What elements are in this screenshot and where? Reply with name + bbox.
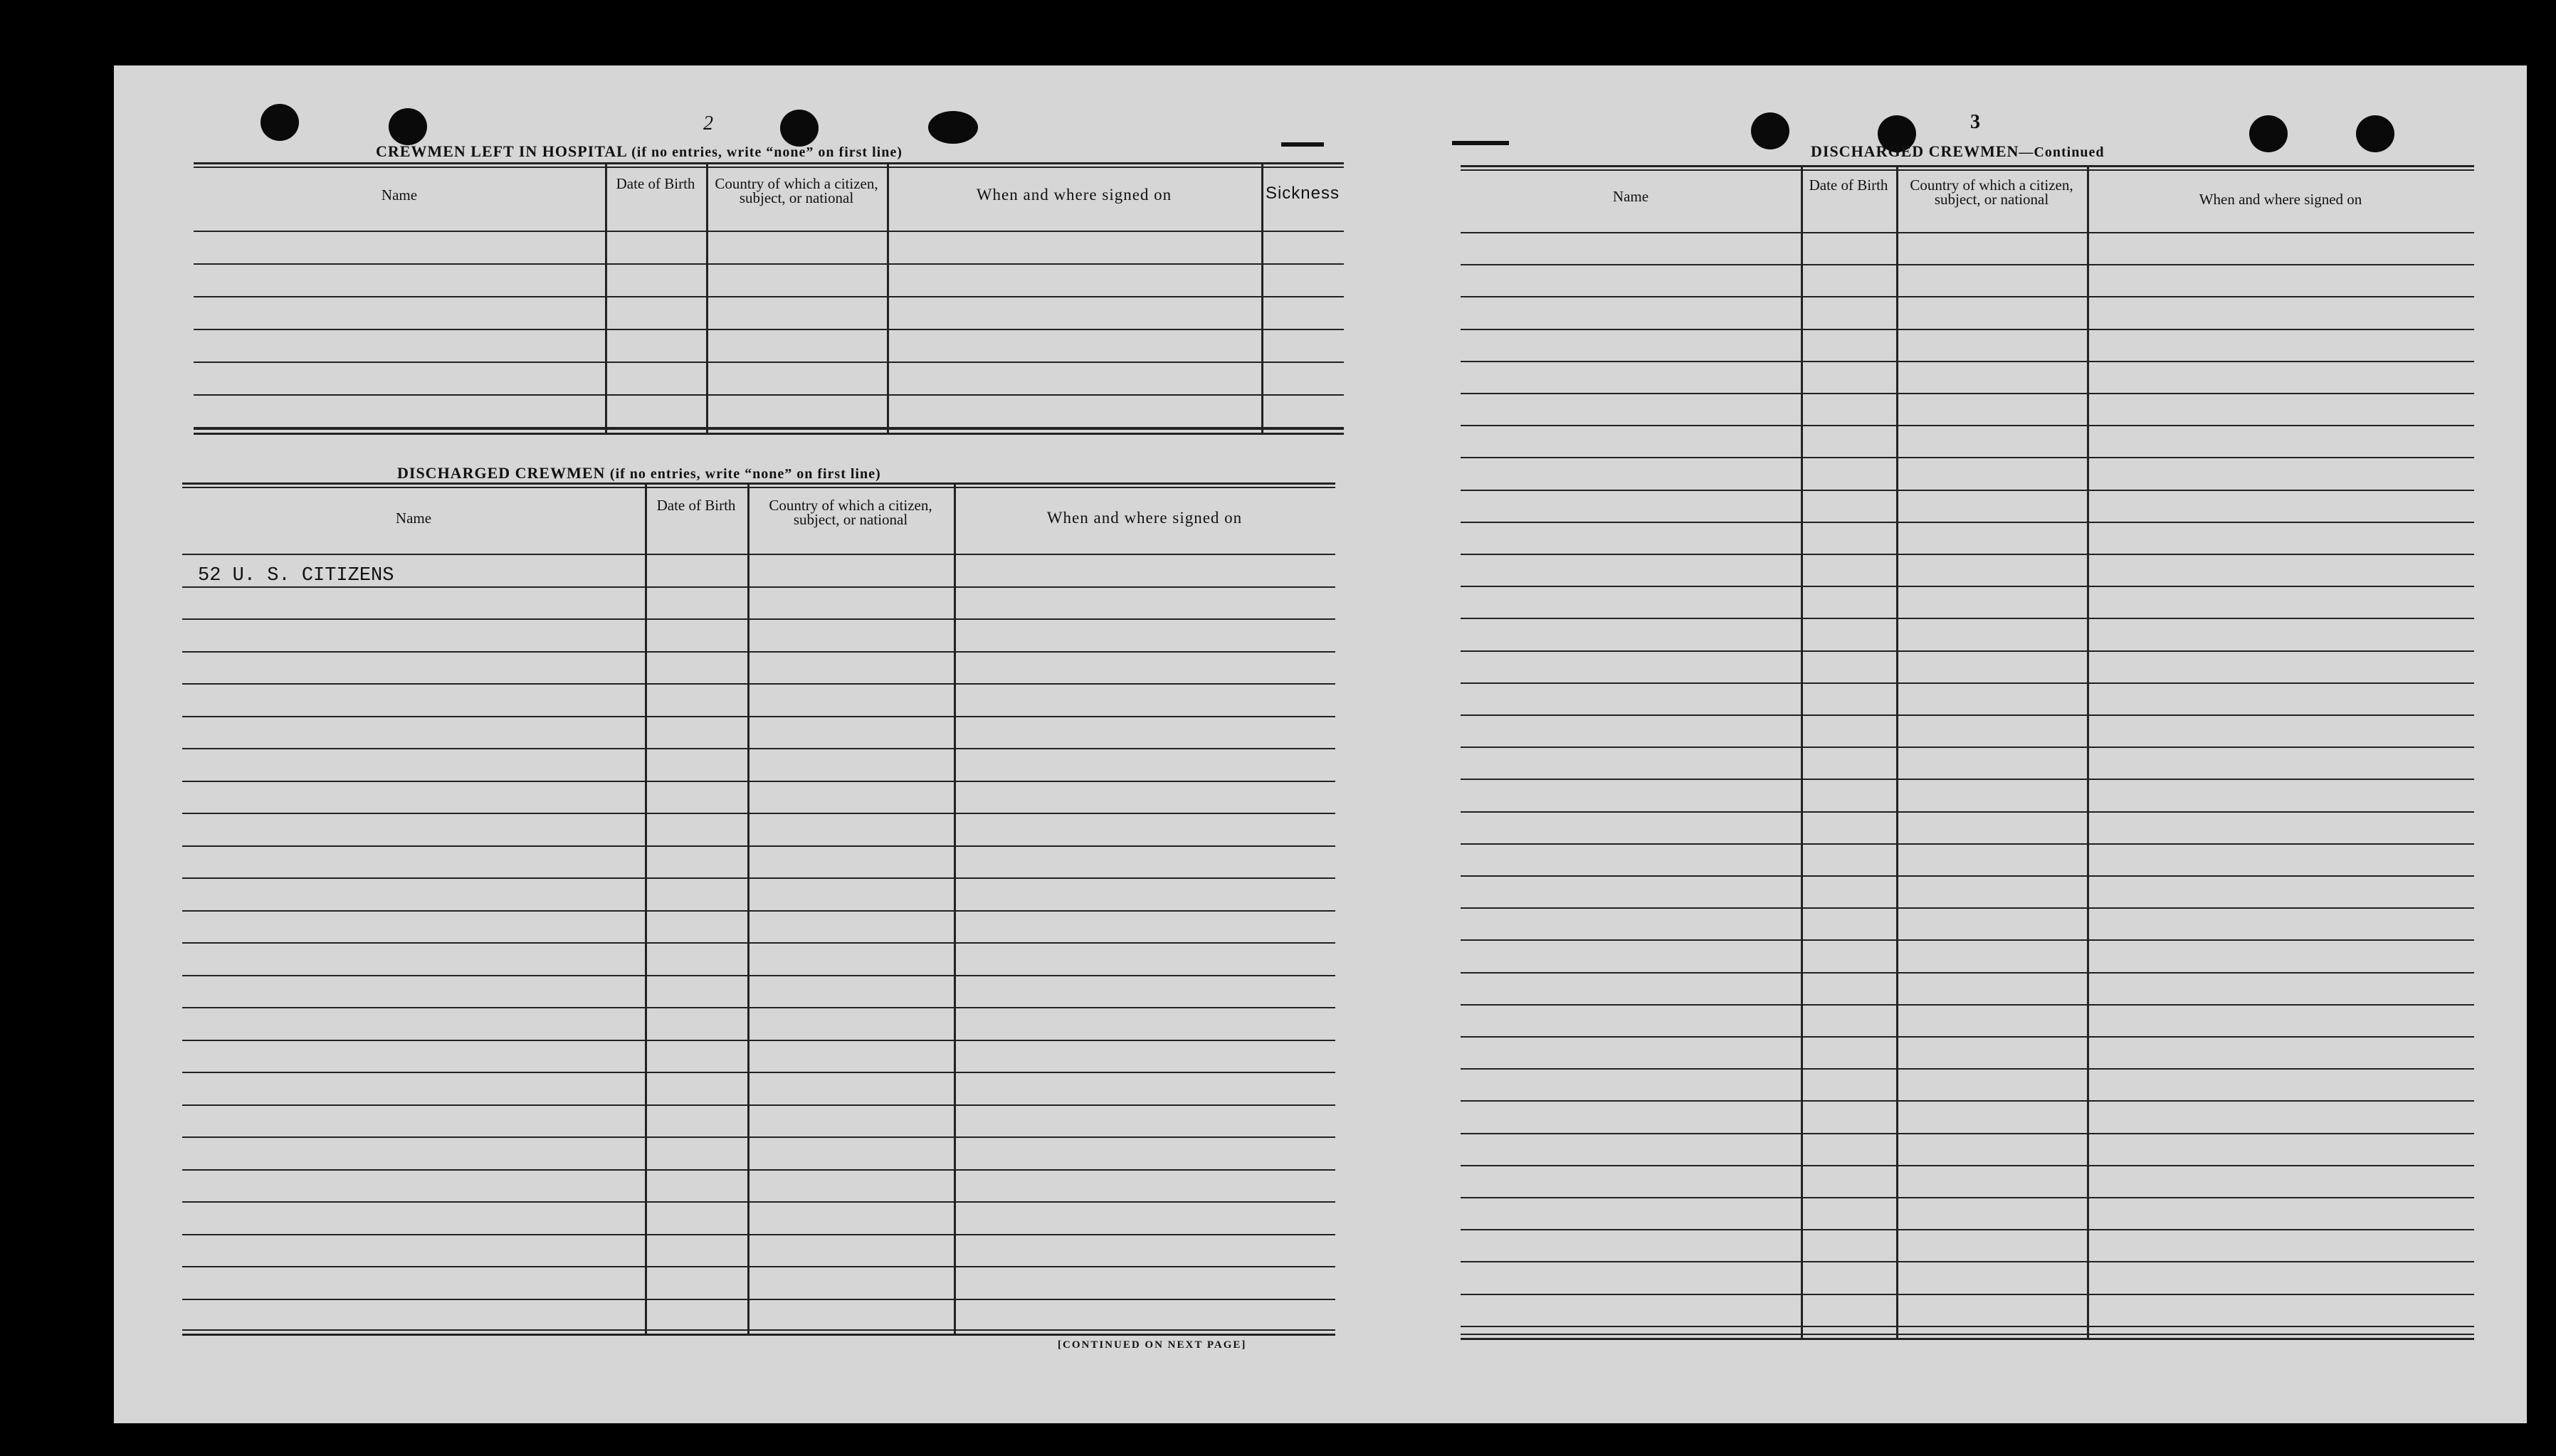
ruled-line [1461, 1036, 2474, 1038]
column-header: Name [395, 510, 432, 527]
ruled-line [1461, 1261, 2474, 1262]
ruled-line [182, 877, 1335, 879]
ruled-line [194, 362, 1344, 363]
ruled-line [182, 910, 1335, 912]
ruled-line [182, 1201, 1335, 1203]
column-header: Country of which a citizen, subject, or national [769, 497, 932, 528]
ruled-line [1461, 393, 2474, 394]
ruled-line [1461, 329, 2474, 330]
ruled-line [1461, 907, 2474, 909]
ruled-line [182, 651, 1335, 653]
column-header: Country of which a citizen, subject, or national [1910, 176, 2073, 208]
ruled-line [194, 263, 1344, 265]
hospital-table [194, 162, 1344, 433]
column-divider [2087, 165, 2089, 1338]
column-header: Name [381, 186, 418, 204]
continued-title-text: DISCHARGED CREWMEN [1811, 142, 2019, 160]
ruled-line [182, 748, 1335, 749]
ruled-line [1461, 939, 2474, 941]
discharged-table [182, 482, 1335, 1334]
ruled-line [182, 716, 1335, 717]
speck [1281, 142, 1324, 147]
discharged-continued-table [1461, 165, 2474, 1338]
ruled-line [182, 781, 1335, 782]
column-header: Name [1612, 188, 1649, 205]
column-divider [1896, 165, 1898, 1338]
ruled-line [1461, 264, 2474, 265]
table-bottom-rule [1461, 1334, 2474, 1335]
column-header: Country of which a citizen, subject, or national [715, 175, 878, 206]
ruled-line [1461, 1326, 2474, 1327]
column-divider [706, 162, 708, 433]
ruled-line [182, 1040, 1335, 1041]
speck [1452, 141, 1509, 145]
ruled-line [182, 1136, 1335, 1138]
punch-hole [261, 104, 299, 141]
ruled-line [1461, 779, 2474, 780]
document-sheet [114, 65, 2527, 1423]
ruled-line [182, 1169, 1335, 1171]
ruled-line [1461, 1133, 2474, 1134]
column-header: When and where signed on [976, 186, 1172, 204]
ruled-line [1461, 972, 2474, 974]
continued-title [1811, 142, 2104, 161]
ruled-line [1461, 1294, 2474, 1295]
ruled-line [1461, 811, 2474, 813]
ruled-line [1461, 522, 2474, 523]
table-bottom-rule [194, 433, 1344, 435]
table-bottom-rule [194, 428, 1344, 430]
table-top-rule [194, 167, 1344, 168]
continued-note: [CONTINUED ON NEXT PAGE] [1058, 1339, 1247, 1351]
ruled-line [1461, 1197, 2474, 1198]
ruled-line [1461, 296, 2474, 297]
ruled-line [194, 231, 1344, 232]
column-header: Date of Birth [616, 175, 695, 192]
ruled-line [182, 1104, 1335, 1106]
ruled-line [182, 813, 1335, 814]
column-header: Date of Birth [656, 497, 736, 514]
column-divider [1261, 162, 1263, 433]
ruled-line [182, 618, 1335, 620]
column-divider [605, 162, 607, 433]
page-number-left: 2 [703, 112, 713, 134]
punch-hole [2249, 115, 2288, 152]
column-divider [887, 162, 889, 433]
punch-hole [389, 108, 427, 145]
ruled-line [182, 942, 1335, 944]
typed-entry: 52 U. S. CITIZENS [198, 565, 394, 586]
continued-title-suffix: —Continued [2019, 144, 2105, 160]
ruled-line [1461, 457, 2474, 458]
table-top-rule [1461, 169, 2474, 171]
ruled-line [1461, 1068, 2474, 1070]
ruled-line [1461, 650, 2474, 652]
ruled-line [1461, 554, 2474, 555]
ruled-line [182, 845, 1335, 847]
column-header: Date of Birth [1809, 176, 1888, 194]
discharged-title-text: DISCHARGED CREWMEN [397, 464, 606, 482]
table-bottom-rule [1461, 1338, 2474, 1340]
column-divider [645, 482, 647, 1334]
ruled-line [182, 1234, 1335, 1235]
punch-hole [1751, 112, 1789, 149]
punch-hole [2356, 115, 2394, 152]
hospital-instruction: (if no entries, write “none” on first line) [631, 144, 903, 160]
column-divider [954, 482, 956, 1334]
discharged-title [397, 464, 881, 482]
ruled-line [1461, 1229, 2474, 1230]
ruled-line [1461, 586, 2474, 587]
punch-hole [780, 110, 819, 147]
table-top-rule [182, 487, 1335, 488]
punch-hole [928, 111, 978, 144]
column-header: Sickness [1265, 184, 1340, 203]
ruled-line [1461, 425, 2474, 426]
ruled-line [1461, 1004, 2474, 1006]
ruled-line [182, 1299, 1335, 1300]
hospital-title [376, 142, 903, 161]
ruled-line [1461, 490, 2474, 491]
ruled-line [1461, 714, 2474, 716]
table-top-rule [182, 482, 1335, 485]
ruled-line [182, 975, 1335, 976]
ruled-line [182, 554, 1335, 555]
ruled-line [182, 1266, 1335, 1267]
ruled-line [182, 1072, 1335, 1073]
ruled-line [182, 1007, 1335, 1008]
ruled-line [1461, 1100, 2474, 1102]
ruled-line [194, 394, 1344, 396]
column-divider [1801, 165, 1803, 1338]
page-number-right: 3 [1970, 111, 1980, 133]
ruled-line [194, 296, 1344, 297]
ruled-line [1461, 682, 2474, 684]
column-divider [747, 482, 750, 1334]
ruled-line [182, 683, 1335, 685]
table-top-rule [1461, 165, 2474, 167]
table-bottom-rule [182, 1334, 1335, 1336]
column-header: When and where signed on [1046, 509, 1243, 527]
ruled-line [1461, 618, 2474, 619]
ruled-line [194, 329, 1344, 330]
discharged-instruction: (if no entries, write “none” on first line) [609, 466, 881, 482]
table-top-rule [194, 162, 1344, 164]
ruled-line [1461, 875, 2474, 877]
column-header: When and where signed on [2199, 191, 2362, 208]
table-bottom-rule [182, 1329, 1335, 1331]
ruled-line [1461, 1165, 2474, 1166]
ruled-line [1461, 747, 2474, 748]
ruled-line [1461, 232, 2474, 233]
ruled-line [1461, 843, 2474, 845]
hospital-title-text: CREWMEN LEFT IN HOSPITAL [376, 142, 627, 160]
ruled-line [1461, 361, 2474, 362]
